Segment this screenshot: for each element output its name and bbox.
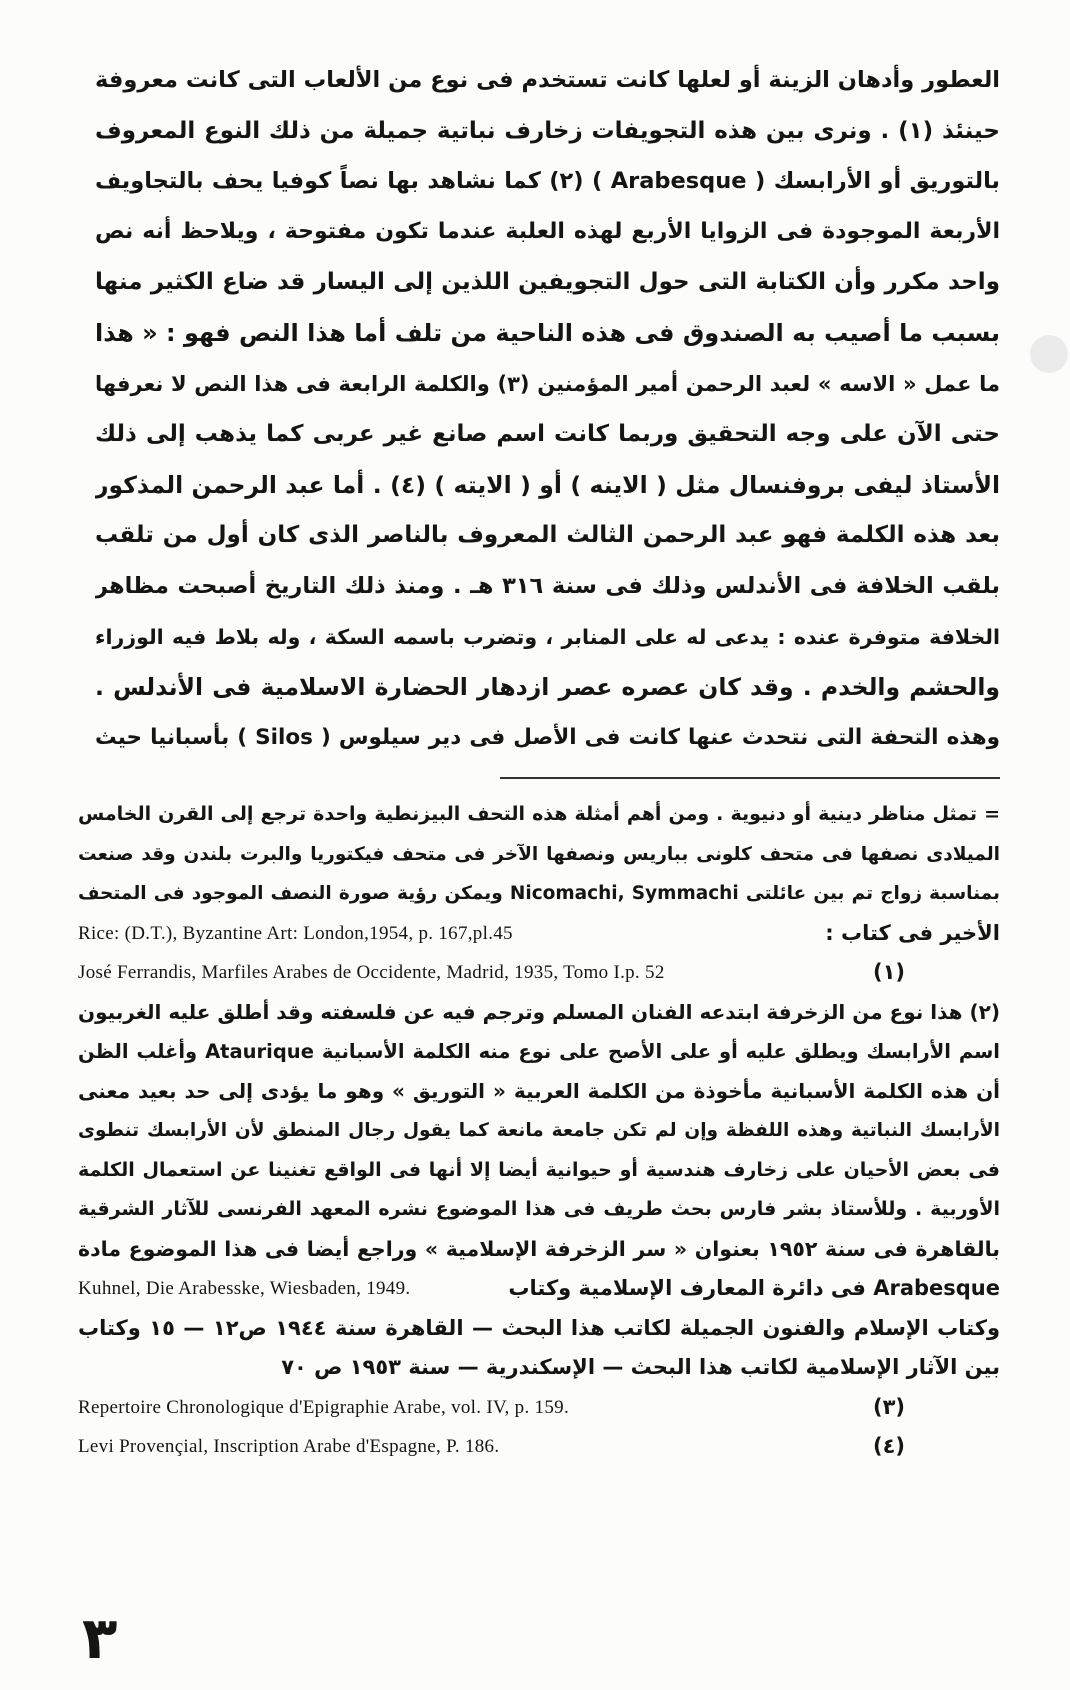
body-line: الأستاذ ليفى بروفنسال مثل ( الاينه ) أو ( الايته ) (٤) . أما عبد الرحمن المذكور <box>95 470 1000 499</box>
body-line: حينئذ (١) . ونرى بين هذه التجويفات زخارف نباتية جميلة من ذلك النوع المعروف <box>95 117 1000 144</box>
footnote-2-line: اسم الأرابسك ويطلق عليه أو على الأصح على نوع منه الكلمة الأسبانية Ataurique وأغلب الظن <box>78 1040 1000 1063</box>
scan-spot <box>1030 335 1068 373</box>
footnote-citation: José Ferrandis, Marfiles Arabes de Occidente, Madrid, 1935, Tomo I.p. 52 <box>78 962 665 983</box>
footnote-line: بمناسبة زواج تم بين عائلتى Nicomachi, Symmachi ويمكن رؤية صورة النصف الموجود فى المتحف <box>78 883 1000 904</box>
footnote-2-line: (٢) هذا نوع من الزخرفة ابتدعه الفنان المسلم وترجم فيه عن فلسفته وقد أطلق عليه الغربيون <box>78 999 1000 1024</box>
footnote-separator <box>500 777 1000 779</box>
body-line: بلقب الخلافة فى الأندلس وذلك فى سنة ٣١٦ هـ . ومنذ ذلك التاريخ أصبحت مظاهر <box>95 572 1000 599</box>
footnote-line: الميلادى نصفها فى متحف كلونى بباريس ونصفها الآخر فى متحف فيكتوريا والبرت بلندن وقد صنعت <box>78 843 1000 865</box>
footnotes <box>78 795 1000 1467</box>
body-line: وهذه التحفة التى نتحدث عنها كانت فى الأصل فى دير سيلوس ( Silos ) بأسبانيا حيث <box>95 724 1000 750</box>
body-line: العطور وأدهان الزينة أو لعلها كانت تستخدم فى نوع من الألعاب التى كانت معروفة <box>95 67 1000 93</box>
footnote-3 <box>78 1388 1000 1428</box>
footnote-2-line: بين الآثار الإسلامية لكاتب هذا البحث — الإسكندرية — سنة ١٩٥٣ ص ٧٠ <box>281 1355 1000 1379</box>
footnote-citation: Levi Provençial, Inscription Arabe d'Espagne, P. 186. <box>78 1436 500 1457</box>
footnote-marker: (١) <box>872 960 905 984</box>
footnote-2-line: بالقاهرة فى سنة ١٩٥٢ بعنوان « سر الزخرفة الإسلامية » وراجع أيضا فى هذا الموضوع مادة <box>78 1236 1000 1261</box>
footnote-2-line: الأوربية . وللأستاذ بشر فارس بحث طريف فى هذا الموضوع نشره المعهد الفرنسى للآثار الشرقية <box>78 1198 1000 1220</box>
footnote-line <box>78 914 1000 954</box>
footnote-1 <box>78 953 1000 993</box>
footnote-citation: Kuhnel, Die Arabesske, Wiesbaden, 1949. <box>78 1278 411 1299</box>
footnote-2-line: أن هذه الكلمة الأسبانية مأخوذة من الكلمة العربية « التوريق » وهو ما يؤدى إلى حد بعيد معنى <box>78 1078 1000 1103</box>
footnote-2-line: الأرابسك النباتية وهذه اللفظة وإن لم تكن جامعة مانعة كما يقول رجال المنطق لأن الأرابسك تنطوى <box>78 1120 1000 1141</box>
body-line: بسبب ما أصيب به الصندوق فى هذه الناحية من تلف أما هذا النص فهو : « هذا <box>95 318 1000 347</box>
body-line: بالتوريق أو الأرابسك ( Arabesque ) (٢) كما نشاهد بها نصاً كوفيا يحف بالتجاويف <box>95 168 1000 195</box>
footnote-marker: (٣) <box>872 1394 905 1419</box>
footnote-2-line <box>78 1269 1000 1309</box>
footnote-4 <box>78 1427 1000 1467</box>
footnote-citation: Repertoire Chronologique d'Epigraphie Arabe, vol. IV, p. 159. <box>78 1396 569 1418</box>
footnote-citation: Rice: (D.T.), Byzantine Art: London,1954, p. 167,pl.45 <box>78 922 513 944</box>
footnote-line: = تمثل مناظر دينية أو دنيوية . ومن أهم أمثلة هذه التحف البيزنطية واحدة ترجع إلى القرن الخامس <box>78 803 1000 825</box>
footnote-marker: (٤) <box>872 1434 905 1458</box>
body-line: واحد مكرر وأن الكتابة التى حول التجويفين اللذين إلى اليسار قد ضاع الكثير منها <box>95 269 1000 296</box>
body-line: بعد هذه الكلمة فهو عبد الرحمن الثالث المعروف بالناصر الذى كان أول من تلقب <box>95 522 1000 549</box>
footnote-2-line: وكتاب الإسلام والفنون الجميلة لكاتب هذا البحث — القاهرة سنة ١٩٤٤ ص١٢ — ١٥ وكتاب <box>78 1315 1000 1340</box>
body-line: الأربعة الموجودة فى الزوايا الأربع لهذه العلبة عندما تكون مفتوحة ، ويلاحظ أنه نص <box>95 218 1000 244</box>
body-line: الخلافة متوفرة عنده : يدعى له على المنابر ، وتضرب باسمه السكة ، وله بلاط فيه الوزراء <box>95 624 1000 649</box>
page-number: ٣ <box>82 1604 118 1672</box>
footnote-text: Arabesque فى دائرة المعارف الإسلامية وكتاب <box>508 1276 1000 1300</box>
body-text <box>95 55 1000 763</box>
body-line: حتى الآن على وجه التحقيق وربما كانت اسم صانع غير عربى كما يذهب إلى ذلك <box>95 421 1000 448</box>
footnote-text: الأخير فى كتاب : <box>825 920 1000 945</box>
footnote-2-line: فى بعض الأحيان على زخارف هندسية أو حيوانية أيضا إلا أنها فى الواقع تغنينا عن استعمال الكلمة <box>78 1158 1000 1181</box>
body-line: ما عمل « الاسه » لعبد الرحمن أمير المؤمنين (٣) والكلمة الرابعة فى هذا النص لا نعرفها <box>95 371 1000 396</box>
body-line: والحشم والخدم . وقد كان عصره عصر ازدهار الحضارة الاسلامية فى الأندلس . <box>95 673 1000 702</box>
